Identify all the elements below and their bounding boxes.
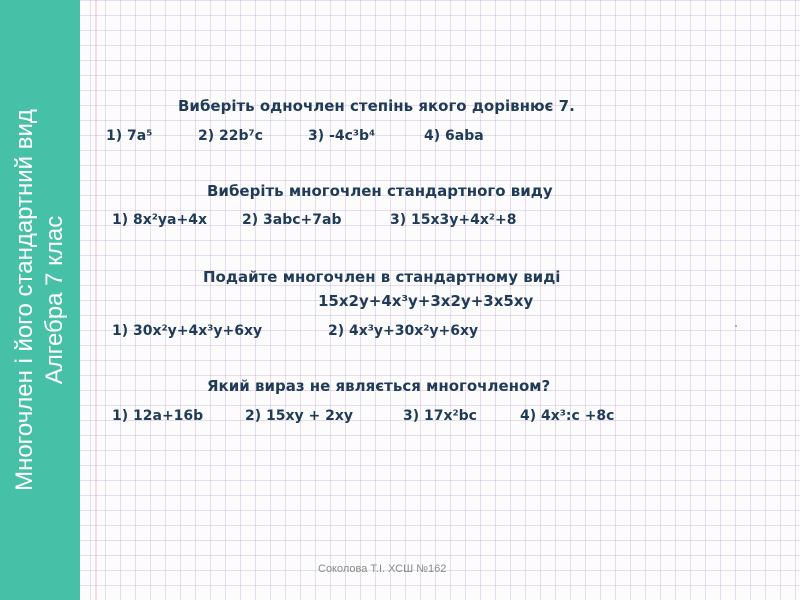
- task4-question: Який вираз не являється многочленом?: [207, 377, 551, 395]
- task2-option-3: 3) 15x3y+4x²+8: [390, 212, 517, 228]
- margin-line: [95, 0, 97, 600]
- task2-option-2: 2) 3abc+7ab: [242, 212, 342, 228]
- footer-author: Соколова Т.І. ХСШ №162: [318, 563, 447, 575]
- task3-option-2: 2) 4x³y+30x²y+6xy: [328, 323, 479, 339]
- task3-expression: 15x2y+4x³y+3x2y+3x5xy: [318, 292, 534, 310]
- task4-options: [110, 408, 730, 428]
- task1-options: [100, 128, 720, 148]
- sidebar-title: [10, 20, 70, 580]
- task4-option-3: 3) 17x²bc: [403, 408, 477, 424]
- stray-dot: [735, 325, 737, 327]
- task1-question: Виберіть одночлен степінь якого дорівнює 7.: [178, 97, 575, 115]
- task1-option-4: 4) 6aba: [424, 128, 484, 144]
- task4-option-2: 2) 15xy + 2xy: [245, 408, 354, 424]
- sidebar-title-line2: Алгебра 7 клас: [41, 215, 68, 385]
- task2-option-1: 1) 8x²ya+4x: [112, 212, 207, 228]
- task4-option-1: 1) 12a+16b: [112, 408, 204, 424]
- task3-option-1: 1) 30x²y+4x³y+6xy: [112, 323, 263, 339]
- task1-option-1: 1) 7a⁵: [106, 128, 153, 144]
- task2-options: [110, 212, 730, 232]
- task3-question: Подайте многочлен в стандартному виді: [203, 268, 561, 286]
- sidebar-banner: [0, 0, 80, 600]
- task1-option-3: 3) -4c³b⁴: [308, 128, 376, 144]
- task3-options: [110, 323, 730, 343]
- task1-option-2: 2) 22b⁷c: [198, 128, 263, 144]
- sidebar-title-line1: Многочлен і його стандартний вид: [11, 109, 38, 491]
- task4-option-4: 4) 4x³:c +8c: [520, 408, 615, 424]
- task2-question: Виберіть многочлен стандартного виду: [207, 182, 553, 200]
